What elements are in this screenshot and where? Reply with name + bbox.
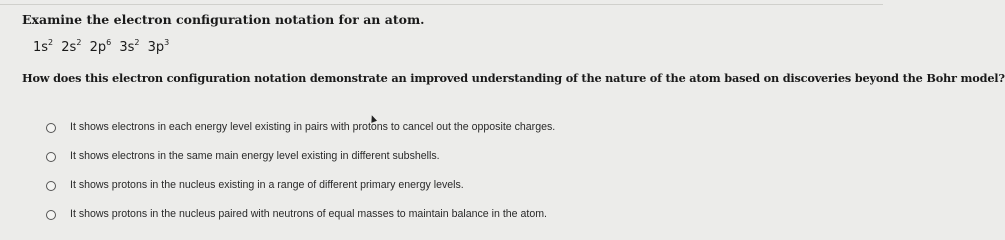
answer-options: [46, 121, 555, 237]
top-divider: [0, 4, 883, 5]
answer-option-1[interactable]: [46, 121, 555, 150]
term-exponent: 2: [134, 38, 140, 47]
config-term: [33, 40, 53, 55]
term-base: 1s: [33, 40, 49, 55]
question-text: How does this electron configuration notation demonstrate an improved understanding of the nature of the atom based on discoveries beyond the Bohr model?: [22, 71, 1005, 85]
radio-button[interactable]: [46, 210, 56, 220]
radio-button[interactable]: [46, 181, 56, 191]
radio-button[interactable]: [46, 152, 56, 162]
option-label: It shows electrons in each energy level existing in pairs with protons to cancel out the opposite charges.: [70, 121, 556, 133]
option-label: It shows protons in the nucleus existing in a range of different primary energy levels.: [70, 179, 464, 191]
term-exponent: 2: [48, 38, 54, 47]
term-base: 3s: [119, 40, 135, 55]
electron-configuration: [33, 40, 173, 55]
term-exponent: 3: [164, 38, 170, 47]
answer-option-3[interactable]: [46, 179, 555, 208]
option-label: It shows protons in the nucleus paired with neutrons of equal masses to maintain balance in the atom.: [70, 208, 547, 220]
config-term: [148, 40, 170, 55]
config-term: [61, 40, 81, 55]
config-term: [90, 40, 112, 55]
answer-option-4[interactable]: [46, 208, 555, 237]
term-exponent: 2: [76, 38, 82, 47]
radio-button[interactable]: [46, 123, 56, 133]
term-exponent: 6: [106, 38, 112, 47]
term-base: 3p: [147, 40, 165, 55]
answer-option-2[interactable]: [46, 150, 555, 179]
config-term: [119, 40, 139, 55]
option-label: It shows electrons in the same main energy level existing in different subshells.: [70, 150, 440, 162]
term-base: 2p: [89, 40, 107, 55]
prompt-text: Examine the electron configuration notation for an atom.: [22, 12, 425, 27]
term-base: 2s: [61, 40, 77, 55]
